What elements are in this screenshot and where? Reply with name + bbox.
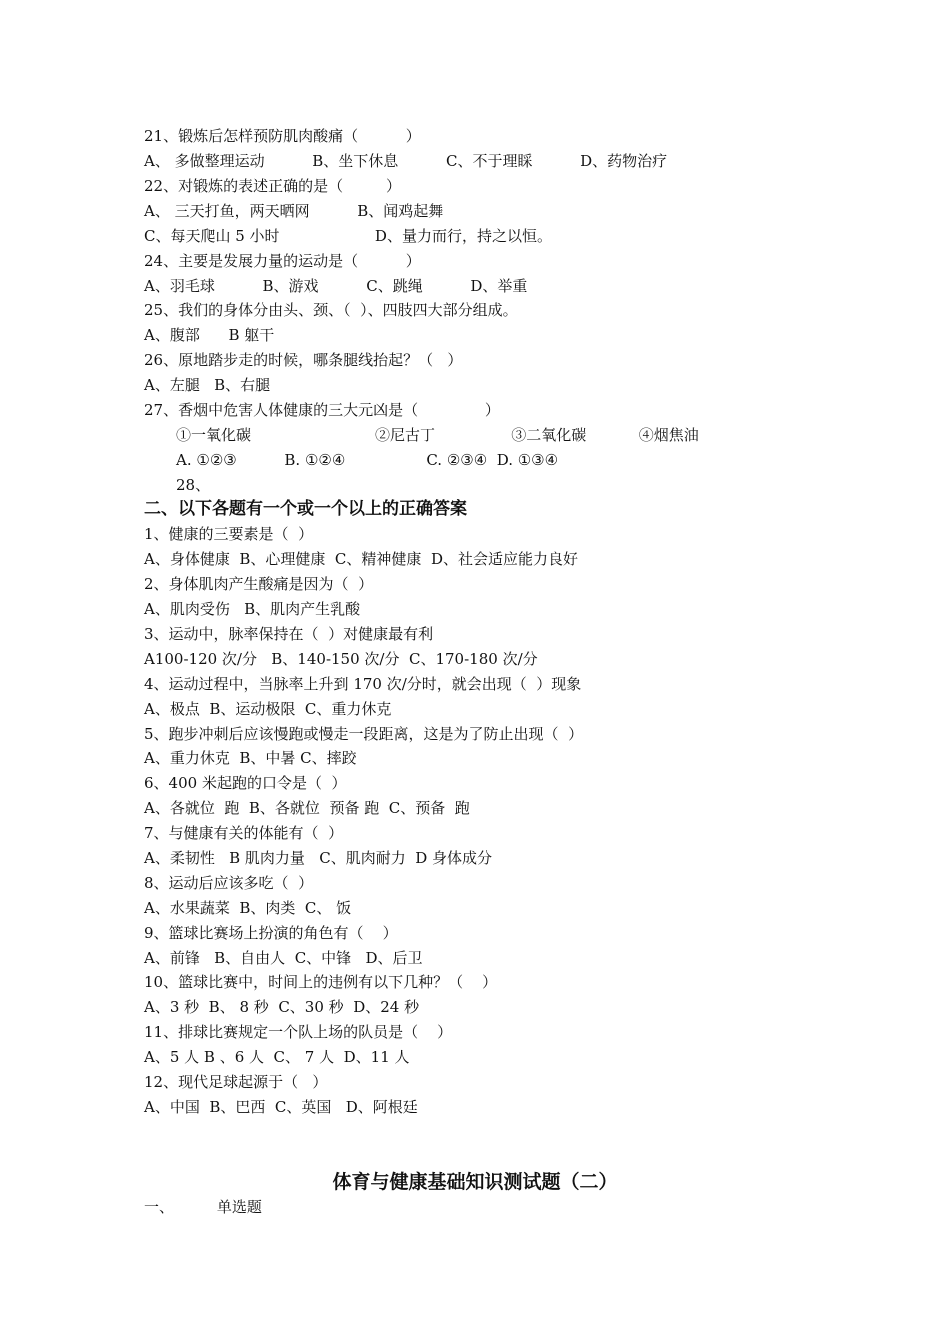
p2-question-1: 1、健康的三要素是（ ） [144,525,314,543]
question-22: 22、对锻炼的表述正确的是（ ） [144,177,402,195]
question-25: 25、我们的身体分由头、颈、（ ）、四肢四大部分组成。 [144,301,518,319]
p2-question-6: 6、400 米起跑的口令是（ ） [144,774,347,792]
p2-question-11: 11、排球比赛规定一个队上场的队员是（ ） [144,1023,453,1041]
p2-question-1-options: A、身体健康 B、心理健康 C、精神健康 D、社会适应能力良好 [144,550,578,568]
test-title: 体育与健康基础知识测试题（二） [332,1171,618,1193]
p2-question-5: 5、跑步冲刺后应该慢跑或慢走一段距离，这是为了防止出现（ ） [144,725,584,743]
question-22-options-cd: C、每天爬山 5 小时 D、量力而行，持之以恒。 [144,227,552,245]
question-28: 28、 [176,476,211,494]
p2-question-12-options: A、中国 B、巴西 C、英国 D、阿根廷 [144,1098,418,1116]
p2-question-7-options: A、柔韧性 B 肌肉力量 C、肌肉耐力 D 身体成分 [144,849,493,867]
p2-question-4-options: A、极点 B、运动极限 C、重力休克 [144,700,392,718]
p2-question-8: 8、运动后应该多吃（ ） [144,874,314,892]
p2-question-6-options: A、各就位 跑 B、各就位 预备 跑 C、预备 跑 [144,799,470,817]
p2-question-3-options: A100-120 次/分 B、140-150 次/分 C、170-180 次/分 [144,650,538,668]
p2-question-3: 3、运动中，脉率保持在（ ）对健康最有利 [144,625,434,643]
p2-question-7: 7、与健康有关的体能有（ ） [144,824,344,842]
question-22-options-ab: A、 三天打鱼，两天晒网 B、闻鸡起舞 [144,202,444,220]
p2-question-8-options: A、水果蔬菜 B、肉类 C、 饭 [144,899,352,917]
question-27: 27、香烟中危害人体健康的三大元凶是（ ） [144,401,500,419]
p2-question-2-options: A、肌肉受伤 B、肌肉产生乳酸 [144,600,361,618]
p2-question-10-options: A、3 秒 B、 8 秒 C、30 秒 D、24 秒 [144,998,420,1016]
section-heading: 二、以下各题有一个或一个以上的正确答案 [144,499,467,519]
section-subheading: 一、 单选题 [144,1198,262,1216]
question-26: 26、原地踏步走的时候，哪条腿线抬起？（ ） [144,351,463,369]
question-24: 24、主要是发展力量的运动是（ ） [144,252,421,270]
p2-question-5-options: A、重力休克 B、中暑 C、摔跤 [144,749,357,767]
question-25-options: A、腹部 B 躯干 [144,326,275,344]
question-27-options: A. ①②③ B. ①②④ C. ②③④ D. ①③④ [176,451,559,469]
question-24-options: A、羽毛球 B、游戏 C、跳绳 D、举重 [144,277,528,295]
question-21-options: A、 多做整理运动 B、坐下休息 C、不于理睬 D、药物治疗 [144,152,668,170]
p2-question-9-options: A、前锋 B、自由人 C、中锋 D、后卫 [144,949,423,967]
p2-question-9: 9、篮球比赛场上扮演的角色有（ ） [144,924,398,942]
p2-question-4: 4、运动过程中，当脉率上升到 170 次/分时，就会出现（ ）现象 [144,675,582,693]
p2-question-12: 12、现代足球起源于（ ） [144,1073,328,1091]
p2-question-10: 10、篮球比赛中，时间上的违例有以下几种？（ ） [144,973,498,991]
question-27-items: ①一氧化碳 ②尼古丁 ③二氧化碳 ④烟焦油 [176,426,699,444]
p2-question-11-options: A、5 人 B 、6 人 C、 7 人 D、11 人 [144,1048,410,1066]
question-26-options: A、左腿 B、右腿 [144,376,271,394]
question-21: 21、锻炼后怎样预防肌肉酸痛（ ） [144,127,421,145]
p2-question-2: 2、身体肌肉产生酸痛是因为（ ） [144,575,374,593]
